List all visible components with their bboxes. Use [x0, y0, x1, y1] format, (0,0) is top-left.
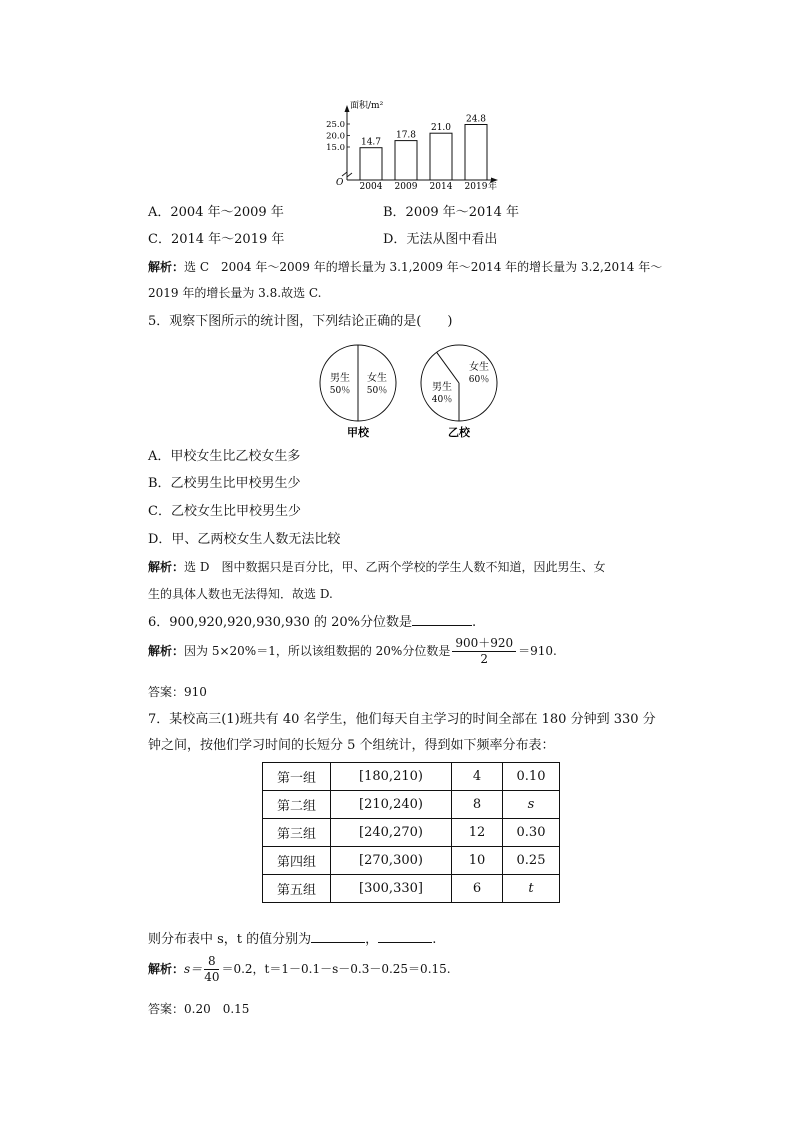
table-cell: s [503, 791, 560, 819]
q6-stem-text: 6．900,920,920,930,930 的 20%分位数是 [148, 615, 413, 630]
bar-value-label: 17.8 [395, 130, 417, 141]
table-cell: 第五组 [263, 875, 331, 903]
q5-option-a: A．甲校女生比乙校女生多 [148, 449, 301, 464]
q5-option-b: B．乙校男生比甲校男生少 [148, 476, 301, 491]
table-cell: [270,300) [331, 847, 452, 875]
analysis-label: 解析： [148, 260, 185, 274]
q4-analysis-line2: 2019 年的增长量为 3.8.故选 C. [148, 286, 322, 300]
q7-frac-numerator: 8 [204, 954, 219, 970]
table-cell: [210,240) [331, 791, 452, 819]
area-bar-chart [328, 96, 508, 194]
table-cell: [180,210) [331, 763, 452, 791]
table-row [263, 763, 560, 791]
q6-analysis [148, 636, 557, 667]
bar-2014 [430, 133, 452, 180]
y-axis-arrow [345, 105, 350, 112]
chart-ylabel: 面积/m² [350, 101, 384, 111]
q7-analysis-s: s＝ [184, 962, 203, 976]
analysis-label: 解析： [148, 962, 185, 976]
q7-analysis-rest: ＝0.2，t＝1－0.1－s－0.3－0.25＝0.15. [221, 962, 451, 976]
table-row [263, 791, 560, 819]
q4-analysis-text: 选 C 2004 年～2009 年的增长量为 3.1,2009 年～2014 年的增长量为 3.2,2014 年～ [184, 260, 663, 274]
table-cell: 第四组 [263, 847, 331, 875]
q7-blank-s [311, 930, 365, 943]
q6-frac-denominator: 2 [480, 652, 489, 666]
pie-jia-left-name: 男生 [330, 373, 350, 384]
q7-question-text: 则分布表中 s，t 的值分别为 [148, 932, 312, 947]
q5-analysis-text: 选 D 图中数据只是百分比，甲、乙两个学校的学生人数不知道，因此男生、女 [184, 560, 606, 574]
bar-2009 [395, 141, 417, 180]
q7-stem-line2: 钟之间，按他们学习时间的长短分 5 个组统计，得到如下频率分布表： [148, 738, 555, 753]
q4-option-d: D．无法从图中看出 [383, 232, 498, 247]
table-cell: 第二组 [263, 791, 331, 819]
q7-question-sep: ， [365, 932, 379, 947]
q5-analysis-line1 [148, 558, 605, 576]
table-row [263, 875, 560, 903]
table-cell: 4 [452, 763, 503, 791]
q6-stem [148, 613, 476, 632]
table-row [263, 819, 560, 847]
q4-option-c: C．2014 年～2019 年 [148, 232, 285, 247]
q6-analysis-end: ＝910. [518, 644, 557, 658]
analysis-label: 解析： [148, 560, 185, 574]
q7-question-end: . [432, 932, 437, 947]
q4-option-a: A．2004 年～2009 年 [148, 205, 284, 220]
bar-value-label: 21.0 [430, 123, 452, 134]
pie-jia-right-name: 女生 [367, 373, 387, 384]
q5-stem: 5．观察下图所示的统计图，下列结论正确的是( ) [148, 314, 453, 329]
bar-value-label: 24.8 [465, 114, 487, 125]
pie-yi-girl-name: 女生 [469, 362, 489, 373]
q7-analysis [148, 954, 451, 985]
y-tick-label: 20.0 [326, 131, 345, 142]
pie-jia-right-pct: 50％ [366, 386, 388, 396]
y-tick-label: 25.0 [326, 120, 345, 130]
q7-answer: 答案：0.20 0.15 [148, 1002, 250, 1016]
q7-stem-line1: 7．某校高三(1)班共有 40 名学生，他们每天自主学习的时间全部在 180 分钟到 330 分 [148, 712, 656, 727]
pie-jia-caption: 甲校 [347, 426, 369, 439]
q7-blank-t [378, 930, 432, 943]
bar-value-label: 14.7 [360, 137, 382, 148]
pie-yi-caption: 乙校 [448, 426, 470, 439]
table-cell: 0.25 [503, 847, 560, 875]
x-tick-label: 2019 [464, 182, 488, 192]
analysis-label: 解析： [148, 644, 185, 658]
x-tick-label: 2014 [429, 182, 453, 192]
q7-frac-denominator: 40 [204, 970, 220, 984]
q5-analysis-line2: 生的具体人数也无法得知．故选 D. [148, 587, 333, 601]
x-tick-label: 2009 [394, 182, 418, 192]
origin-label: O [336, 178, 344, 188]
bar-2019 [465, 125, 487, 181]
q6-stem-end: . [472, 615, 477, 630]
pie-jia-left-pct: 50％ [329, 386, 351, 396]
pie-yi-girl-pct: 60％ [468, 375, 490, 385]
pie-chart-school-jia [318, 343, 402, 439]
table-cell: [300,330] [331, 875, 452, 903]
bar-2004 [360, 148, 382, 180]
q4-option-b: B．2009 年～2014 年 [383, 205, 519, 220]
q6-analysis-text: 因为 5×20%＝1，所以该组数据的 20%分位数是 [184, 644, 451, 658]
pie-yi-boy-pct: 40％ [431, 395, 453, 405]
table-cell: 6 [452, 875, 503, 903]
q4-analysis-line1 [148, 258, 662, 276]
q6-fraction [452, 636, 516, 667]
table-cell: 0.30 [503, 819, 560, 847]
frequency-table [262, 762, 560, 903]
q6-answer: 答案：910 [148, 685, 207, 699]
q5-option-c: C．乙校女生比甲校男生少 [148, 504, 301, 519]
pie-yi-boy-name: 男生 [432, 382, 452, 393]
table-cell: 0.10 [503, 763, 560, 791]
table-cell: 12 [452, 819, 503, 847]
table-cell: 10 [452, 847, 503, 875]
q6-answer-blank [412, 613, 472, 626]
table-row [263, 847, 560, 875]
table-cell: t [503, 875, 560, 903]
q7-fraction [204, 954, 219, 985]
table-cell: 第三组 [263, 819, 331, 847]
table-cell: 第一组 [263, 763, 331, 791]
table-cell: [240,270) [331, 819, 452, 847]
table-cell: 8 [452, 791, 503, 819]
pie-chart-school-yi [418, 343, 502, 439]
q7-question [148, 930, 436, 949]
x-tick-label: 2004 [359, 182, 383, 192]
axis-break-mark [342, 172, 352, 177]
y-tick-label: 15.0 [326, 143, 345, 153]
q5-option-d: D．甲、乙两校女生人数无法比较 [148, 532, 341, 547]
x-axis-unit: 年 [488, 182, 498, 192]
q6-frac-numerator: 900＋920 [452, 636, 516, 652]
